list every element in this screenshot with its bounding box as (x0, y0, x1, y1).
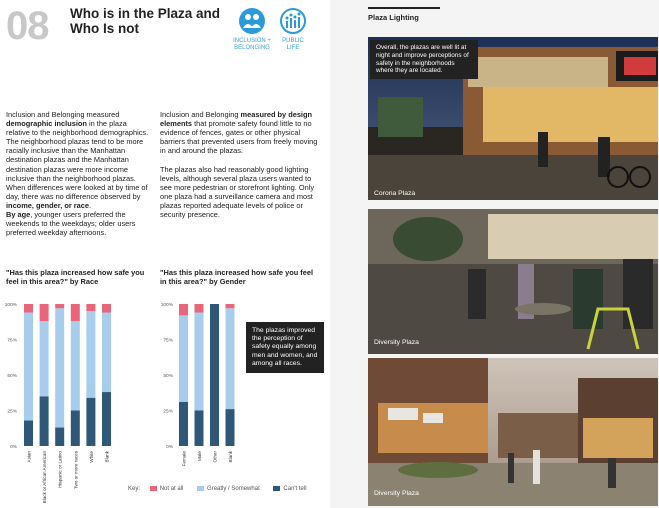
key-swatch-cant-tell (273, 486, 280, 491)
bar-segment-not-at-all (24, 304, 33, 313)
safety-callout: The plazas improved the perception of safety equally among men and women, and among all races. (246, 322, 324, 373)
y-tick-label: 75% (163, 338, 173, 344)
right-page (330, 0, 659, 508)
intro-right-text: Inclusion and Belonging measured by design elements that promote safety found little to no evidence of fences, gates or other physical barriers that prevented users from freely moving in and around the plazas. The plazas also had reasonably good lighting levels, although several plaza users wanted to see more pedestrian or storefront lighting. Only one plaza had a surveillance camera and most plazas reported adequate levels of police or security presence. (160, 110, 318, 220)
chart-race-title: "Has this plaza increased how safe you feel in this area?" by Race (6, 268, 145, 286)
bar-segment-not-at-all (179, 304, 188, 315)
key-label: Key: (128, 486, 141, 493)
chart-race (0, 296, 160, 508)
bar-segment-not-at-all (195, 304, 204, 313)
category-label: Blank (228, 451, 233, 463)
intro-left-text: Inclusion and Belonging measured demographic inclusion in the plaza relative to the neighborhood demographics. The neighborhood plazas tend to be more racially inclusive than the Manhattan destination plazas and the Manhattan destination plazas were more income inclusive than the neighborhood plazas. When differences were looked at by time of day, there was no difference observed by income, gender, or race. By age, younger users preferred the weekends to the weekdays; older users preferred weekday afternoons. (6, 110, 149, 238)
category-label: Asian (26, 451, 32, 463)
key-item-cant-tell: Can't tell (283, 486, 307, 493)
chart-key (128, 486, 328, 492)
lighting-caption: Overall, the plazas are well lit at night and improve perceptions of safety in the neighborhoods where they are located. (370, 40, 478, 79)
bar-segment-greatly-somewhat (86, 311, 95, 398)
photo-label-diversity-1: Diversity Plaza (374, 339, 419, 346)
bar-segment-greatly-somewhat (102, 313, 111, 393)
y-tick-label: 75% (7, 338, 17, 344)
bar-segment-can-t-tell (210, 304, 219, 446)
bar-segment-can-t-tell (24, 420, 33, 446)
photo-diversity-plaza-2 (368, 358, 658, 506)
category-label: Blank (104, 451, 110, 463)
inclusion-belonging-label: INCLUSION + BELONGING (233, 38, 271, 51)
y-tick-label: 50% (163, 374, 173, 379)
y-tick-label: 25% (163, 409, 173, 415)
photo-diversity-plaza-1 (368, 209, 658, 354)
photo-label-diversity-2: Diversity Plaza (374, 490, 419, 497)
photo-label-corona: Corona Plaza (374, 190, 416, 197)
key-item-not-at-all: Not at all (159, 486, 184, 493)
bar-segment-can-t-tell (40, 396, 49, 446)
bar-segment-not-at-all (71, 304, 80, 321)
bar-segment-greatly-somewhat (226, 308, 235, 409)
y-tick-label: 50% (7, 374, 17, 379)
bar-segment-not-at-all (55, 304, 64, 308)
bar-segment-greatly-somewhat (55, 308, 64, 427)
bar-segment-greatly-somewhat (40, 321, 49, 396)
bar-segment-can-t-tell (55, 428, 64, 446)
bar-segment-can-t-tell (226, 409, 235, 446)
plaza-lighting-heading: Plaza Lighting (368, 13, 419, 22)
bar-segment-can-t-tell (179, 402, 188, 446)
category-label: White (88, 451, 94, 463)
category-label: Black or African American (42, 451, 48, 504)
y-tick-label: 100% (4, 303, 17, 308)
category-label: Hispanic or Latino (57, 451, 63, 488)
bar-segment-can-t-tell (195, 411, 204, 447)
y-tick-label: 100% (160, 303, 173, 308)
key-swatch-not-at-all (150, 486, 157, 491)
bar-segment-greatly-somewhat (24, 313, 33, 421)
bar-segment-can-t-tell (86, 398, 95, 446)
category-label: Male (197, 451, 202, 461)
page-title: Who is in the Plaza and Who Is not (70, 6, 221, 36)
chart-gender-title: "Has this plaza increased how safe you feel in this area?" by Gender (160, 268, 314, 286)
bar-segment-not-at-all (86, 304, 95, 311)
public-life-label: PUBLIC LIFE (282, 38, 304, 51)
heading-rule (368, 7, 440, 9)
category-label: Female (181, 451, 187, 467)
category-label: Two or more races (73, 451, 79, 490)
bar-segment-greatly-somewhat (71, 321, 80, 410)
key-swatch-greatly (197, 486, 204, 491)
bar-segment-not-at-all (40, 304, 49, 321)
category-label: Other (212, 451, 218, 463)
y-tick-label: 0% (166, 445, 173, 450)
bar-segment-greatly-somewhat (195, 313, 204, 411)
public-life-icon (280, 8, 306, 34)
section-number: 08 (6, 4, 49, 48)
bar-segment-greatly-somewhat (179, 315, 188, 402)
chart-gender (155, 296, 245, 508)
y-tick-label: 25% (7, 409, 17, 415)
bar-segment-not-at-all (102, 304, 111, 313)
bar-segment-not-at-all (226, 304, 235, 308)
bar-segment-can-t-tell (102, 392, 111, 446)
bar-segment-can-t-tell (71, 411, 80, 447)
people-icon (239, 8, 265, 34)
y-tick-label: 0% (10, 445, 17, 450)
key-item-greatly: Greatly / Somewhat (207, 486, 260, 493)
